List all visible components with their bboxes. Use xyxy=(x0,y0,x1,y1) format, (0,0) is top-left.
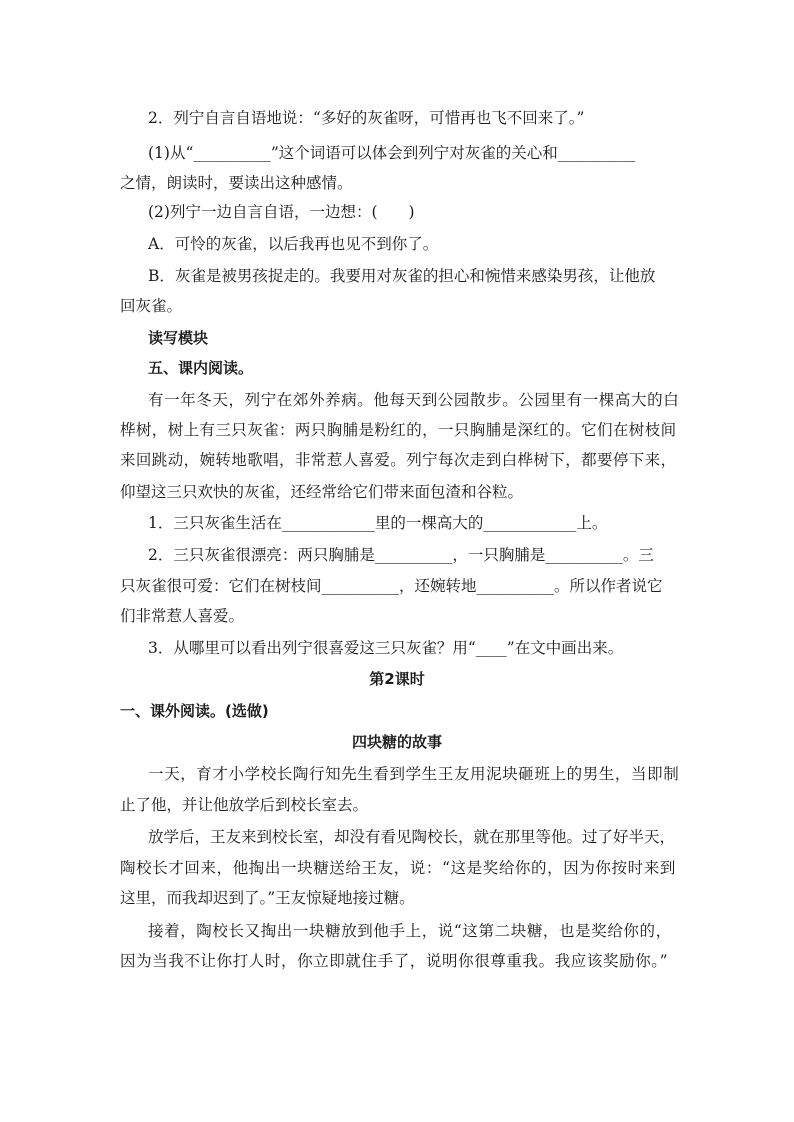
option-b: B．灰雀是被男孩捉走的。我要用对灰雀的担心和惋惜来感染男孩，让他放 xyxy=(148,267,656,285)
passage-line-3: 来回跳动，婉转地歌唱，非常惹人喜爱。列宁每次走到白桦树下，都要停下来， xyxy=(120,451,677,469)
question-2: 2．列宁自言自语地说：“多好的灰雀呀，可惜再也飞不回来了。” xyxy=(148,109,585,127)
passage-line-1: 有一年冬天，列宁在郊外养病。他每天到公园散步。公园里有一棵高大的白 xyxy=(148,391,680,409)
story-line-5: 这里，而我却迟到了。”王友惊疑地接过糖。 xyxy=(120,889,415,907)
story-title: 四块糖的故事 xyxy=(351,733,442,751)
section-heading-1: 一、课外阅读。(选做) xyxy=(120,702,269,720)
story-line-3: 放学后，王友来到校长室，却没有看见陶校长，就在那里等他。过了好半天， xyxy=(148,828,676,846)
story-line-1: 一天，育才小学校长陶行知先生看到学生王友用泥块砸班上的男生，当即制 xyxy=(148,765,680,783)
story-line-7: 因为当我不让你打人时，你立即就住手了，说明你很尊重我。我应该奖励你。” xyxy=(120,952,669,970)
passage-line-4: 仰望这三只欢快的灰雀，还经常给它们带来面包渣和谷粒。 xyxy=(120,483,524,501)
passage-line-2: 桦树，树上有三只灰雀：两只胸脯是粉红的，一只胸脯是深红的。它们在树枝间 xyxy=(120,421,677,439)
question-2-1-cont: 之情，朗读时，要读出这种感情。 xyxy=(120,174,353,192)
story-line-4: 陶校长才回来，他掏出一块糖送给王友，说：“这是奖给你的，因为你按时来到 xyxy=(120,859,676,877)
lesson-title: 第2课时 xyxy=(369,670,425,688)
reading-question-2-cont-2: 们非常惹人喜爱。 xyxy=(120,607,245,625)
option-b-cont: 回灰雀。 xyxy=(120,297,183,315)
story-line-2: 止了他，并让他放学后到校长室去。 xyxy=(120,796,369,814)
reading-question-2-cont: 只灰雀很可爱：它们在树枝间__________，还婉转地__________。所以作者说它 xyxy=(120,577,663,595)
section-heading-reading-writing: 读写模块 xyxy=(148,329,209,347)
section-heading-5: 五、课内阅读。 xyxy=(148,359,254,377)
reading-question-3: 3．从哪里可以看出列宁很喜爱这三只灰雀？用“____”在文中画出来。 xyxy=(148,639,624,657)
reading-question-2: 2．三只灰雀很漂亮：两只胸脯是__________，一只胸脯是__________。三 xyxy=(148,546,654,564)
story-line-6: 接着，陶校长又掏出一块糖放到他手上，说“这第二块糖，也是奖给你的， xyxy=(148,922,672,940)
reading-question-1: 1．三只灰雀生活在____________里的一棵高大的____________上。 xyxy=(148,514,608,532)
option-a: A．可怜的灰雀，以后我再也见不到你了。 xyxy=(148,235,439,253)
question-2-2: (2)列宁一边自言自语，一边想：( ) xyxy=(148,203,415,221)
question-2-1: (1)从“__________”这个词语可以体会到列宁对灰雀的关心和__________ xyxy=(148,144,636,162)
